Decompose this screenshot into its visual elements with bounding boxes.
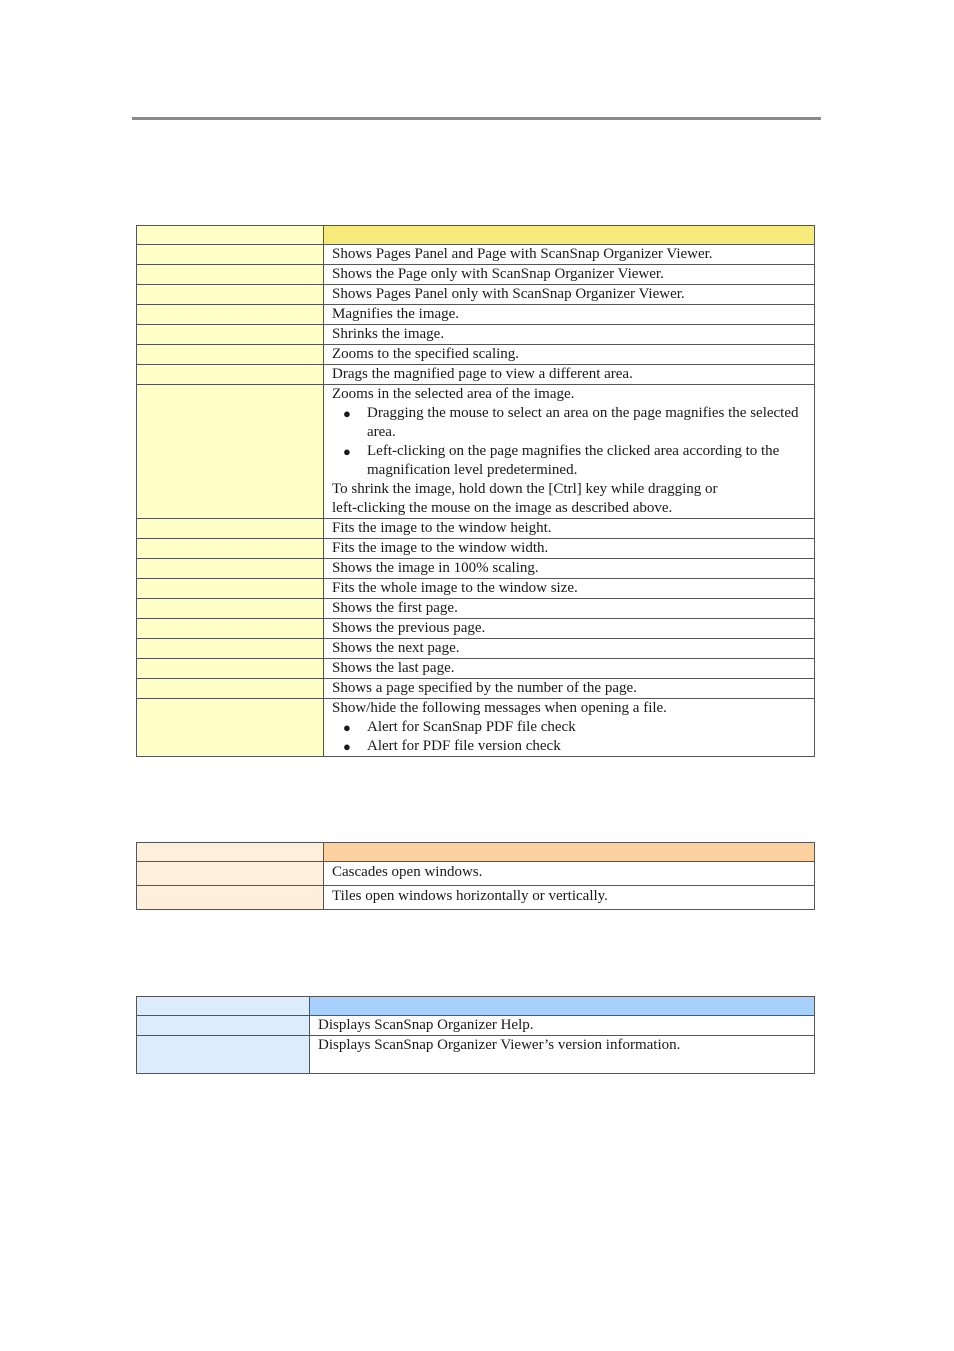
table-row [137,345,815,365]
description-text: Show/hide the following messages when opening a file. [332,700,667,716]
bullet-item: ● Alert for PDF file version check [332,737,814,756]
description-cell: Zooms to the specified scaling. [324,345,815,365]
table-row [137,639,815,659]
table-row [137,365,815,385]
description-cell: Drags the magnified page to view a different area. [324,365,815,385]
table-header-row [137,226,815,245]
header-rule [132,117,821,120]
menu-item-cell [137,325,324,345]
header-function-cell [310,997,815,1016]
menu-item-cell [137,599,324,619]
menu-item-cell [137,699,324,757]
table-row [137,619,815,639]
menu-item-cell [137,305,324,325]
table-row [137,679,815,699]
description-cell: Shrinks the image. [324,325,815,345]
bullet-list [332,404,814,480]
description-cell: Shows Pages Panel only with ScanSnap Organizer Viewer. [324,285,815,305]
bullet-list [332,718,814,756]
menu-item-cell [137,265,324,285]
menu-item-cell [137,559,324,579]
table-row [137,699,815,757]
header-item-cell [137,843,324,862]
description-text: Zooms in the selected area of the image. [332,386,575,402]
table-header-row [137,997,815,1016]
menu-item-cell [137,1036,310,1074]
table-row [137,265,815,285]
view-menu-table [136,225,815,757]
menu-item-cell [137,365,324,385]
table-row [137,599,815,619]
window-menu-table [136,842,815,910]
table-row [137,539,815,559]
menu-item-cell [137,659,324,679]
table-row [137,1016,815,1036]
description-cell: Fits the image to the window width. [324,539,815,559]
table-row [137,385,815,519]
table-row [137,325,815,345]
header-item-cell [137,997,310,1016]
header-function-cell [324,226,815,245]
menu-item-cell [137,862,324,886]
description-cell: Shows Pages Panel and Page with ScanSnap Organizer Viewer. [324,245,815,265]
table-row [137,559,815,579]
menu-item-cell [137,579,324,599]
table-row [137,862,815,886]
description-cell: Shows the last page. [324,659,815,679]
note-text: To shrink the image, hold down the [Ctrl] key while dragging or [332,481,718,497]
description-cell: Tiles open windows horizontally or vertically. [324,886,815,910]
description-cell: Shows the Page only with ScanSnap Organizer Viewer. [324,265,815,285]
description-cell: Shows a page specified by the number of the page. [324,679,815,699]
description-cell: Displays ScanSnap Organizer Viewer’s version information. [310,1036,815,1074]
description-cell: Shows the image in 100% scaling. [324,559,815,579]
menu-item-cell [137,1016,310,1036]
header-item-cell [137,226,324,245]
menu-item-cell [137,619,324,639]
menu-item-cell [137,639,324,659]
bullet-item: ● Left-clicking on the page magnifies the clicked area according to the magnification level predetermined. [332,442,814,480]
description-cell: Shows the previous page. [324,619,815,639]
menu-item-cell [137,886,324,910]
table-row [137,579,815,599]
menu-item-cell [137,245,324,265]
description-cell: Fits the whole image to the window size. [324,579,815,599]
description-cell: Shows the next page. [324,639,815,659]
description-cell: Fits the image to the window height. [324,519,815,539]
description-cell: Magnifies the image. [324,305,815,325]
table-row [137,886,815,910]
menu-item-cell [137,345,324,365]
menu-item-cell [137,285,324,305]
note-text: left-clicking the mouse on the image as described above. [332,500,673,516]
table-header-row [137,843,815,862]
header-function-cell [324,843,815,862]
bullet-item: ● Dragging the mouse to select an area on the page magnifies the selected area. [332,404,814,442]
bullet-item: ● Alert for ScanSnap PDF file check [332,718,814,737]
description-cell: Displays ScanSnap Organizer Help. [310,1016,815,1036]
table-row [137,245,815,265]
menu-item-cell [137,539,324,559]
table-row [137,305,815,325]
table-row [137,659,815,679]
menu-item-cell [137,679,324,699]
help-menu-table [136,996,815,1074]
table-row [137,1036,815,1074]
description-cell [324,699,815,757]
description-cell [324,385,815,519]
table-row [137,285,815,305]
menu-item-cell [137,519,324,539]
description-cell: Shows the first page. [324,599,815,619]
table-row [137,519,815,539]
description-cell: Cascades open windows. [324,862,815,886]
menu-item-cell [137,385,324,519]
